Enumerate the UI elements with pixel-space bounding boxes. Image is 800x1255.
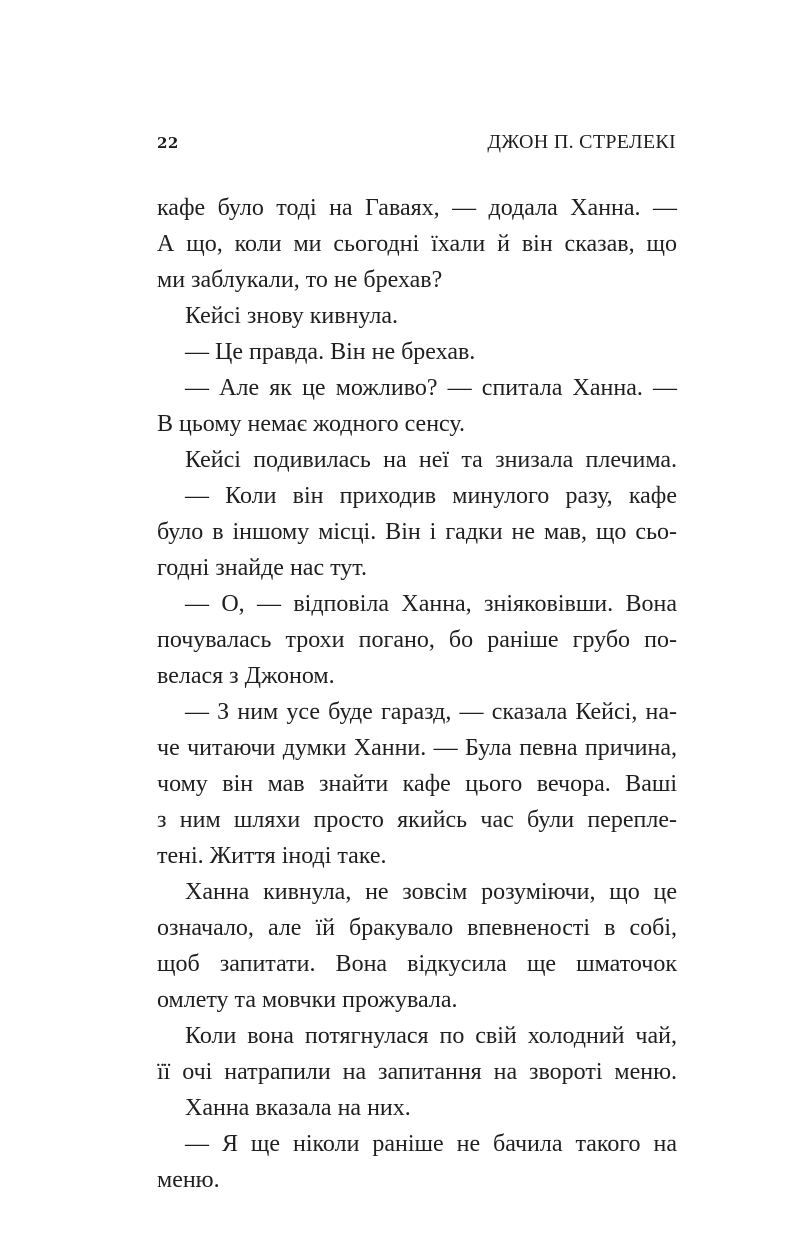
text-line: — Коли він приходив минулого разу, кафе	[185, 483, 677, 509]
text-line: тені. Життя іноді таке.	[157, 843, 387, 869]
text-line: кафе було тоді на Гаваях, — додала Ханна. —	[157, 195, 677, 221]
text-line: В цьому немає жодного сенсу.	[157, 411, 465, 437]
text-line: — Я ще ніколи раніше не бачила такого на	[185, 1131, 677, 1157]
text-line: годні знайде нас тут.	[157, 555, 367, 581]
text-line: Ханна вказала на них.	[185, 1095, 411, 1121]
text-line: з ним шляхи просто якийсь час були перепле-	[157, 807, 677, 833]
body-text	[157, 190, 677, 1198]
text-line: Кейсі знову кивнула.	[185, 303, 398, 329]
text-line: щоб запитати. Вона відкусила ще шматочок	[157, 951, 677, 977]
text-line: че читаючи думки Ханни. — Була певна причина,	[157, 735, 677, 761]
text-line: чому він мав знайти кафе цього вечора. Ваші	[157, 771, 677, 797]
text-line: меню.	[157, 1167, 220, 1193]
text-line: омлету та мовчки прожувала.	[157, 987, 458, 1013]
page-number: 22	[157, 134, 179, 152]
text-line: почувалась трохи погано, бо раніше грубо по-	[157, 627, 677, 653]
text-line: — З ним усе буде гаразд, — сказала Кейсі, на-	[185, 699, 677, 725]
text-line: її очі натрапили на запитання на звороті меню.	[157, 1059, 677, 1085]
text-line: ми заблукали, то не брехав?	[157, 267, 443, 293]
running-head: ДЖОН П. СТРЕЛЕКІ	[487, 131, 676, 153]
text-line: було в іншому місці. Він і гадки не мав, що сьо-	[157, 519, 677, 545]
text-line: означало, але їй бракувало впевненості в собі,	[157, 915, 677, 941]
text-line: — Але як це можливо? — спитала Ханна. —	[185, 375, 677, 401]
text-line: Ханна кивнула, не зовсім розуміючи, що це	[185, 879, 677, 905]
text-line: Кейсі подивилась на неї та знизала плечима.	[185, 447, 677, 473]
text-line: А що, коли ми сьогодні їхали й він сказав, що	[157, 231, 677, 257]
text-line: велася з Джоном.	[157, 663, 335, 689]
text-line: Коли вона потягнулася по свій холодний чай,	[185, 1023, 677, 1049]
text-line: — О, — відповіла Ханна, зніяковівши. Вона	[185, 591, 677, 617]
text-line: — Це правда. Він не брехав.	[185, 339, 476, 365]
